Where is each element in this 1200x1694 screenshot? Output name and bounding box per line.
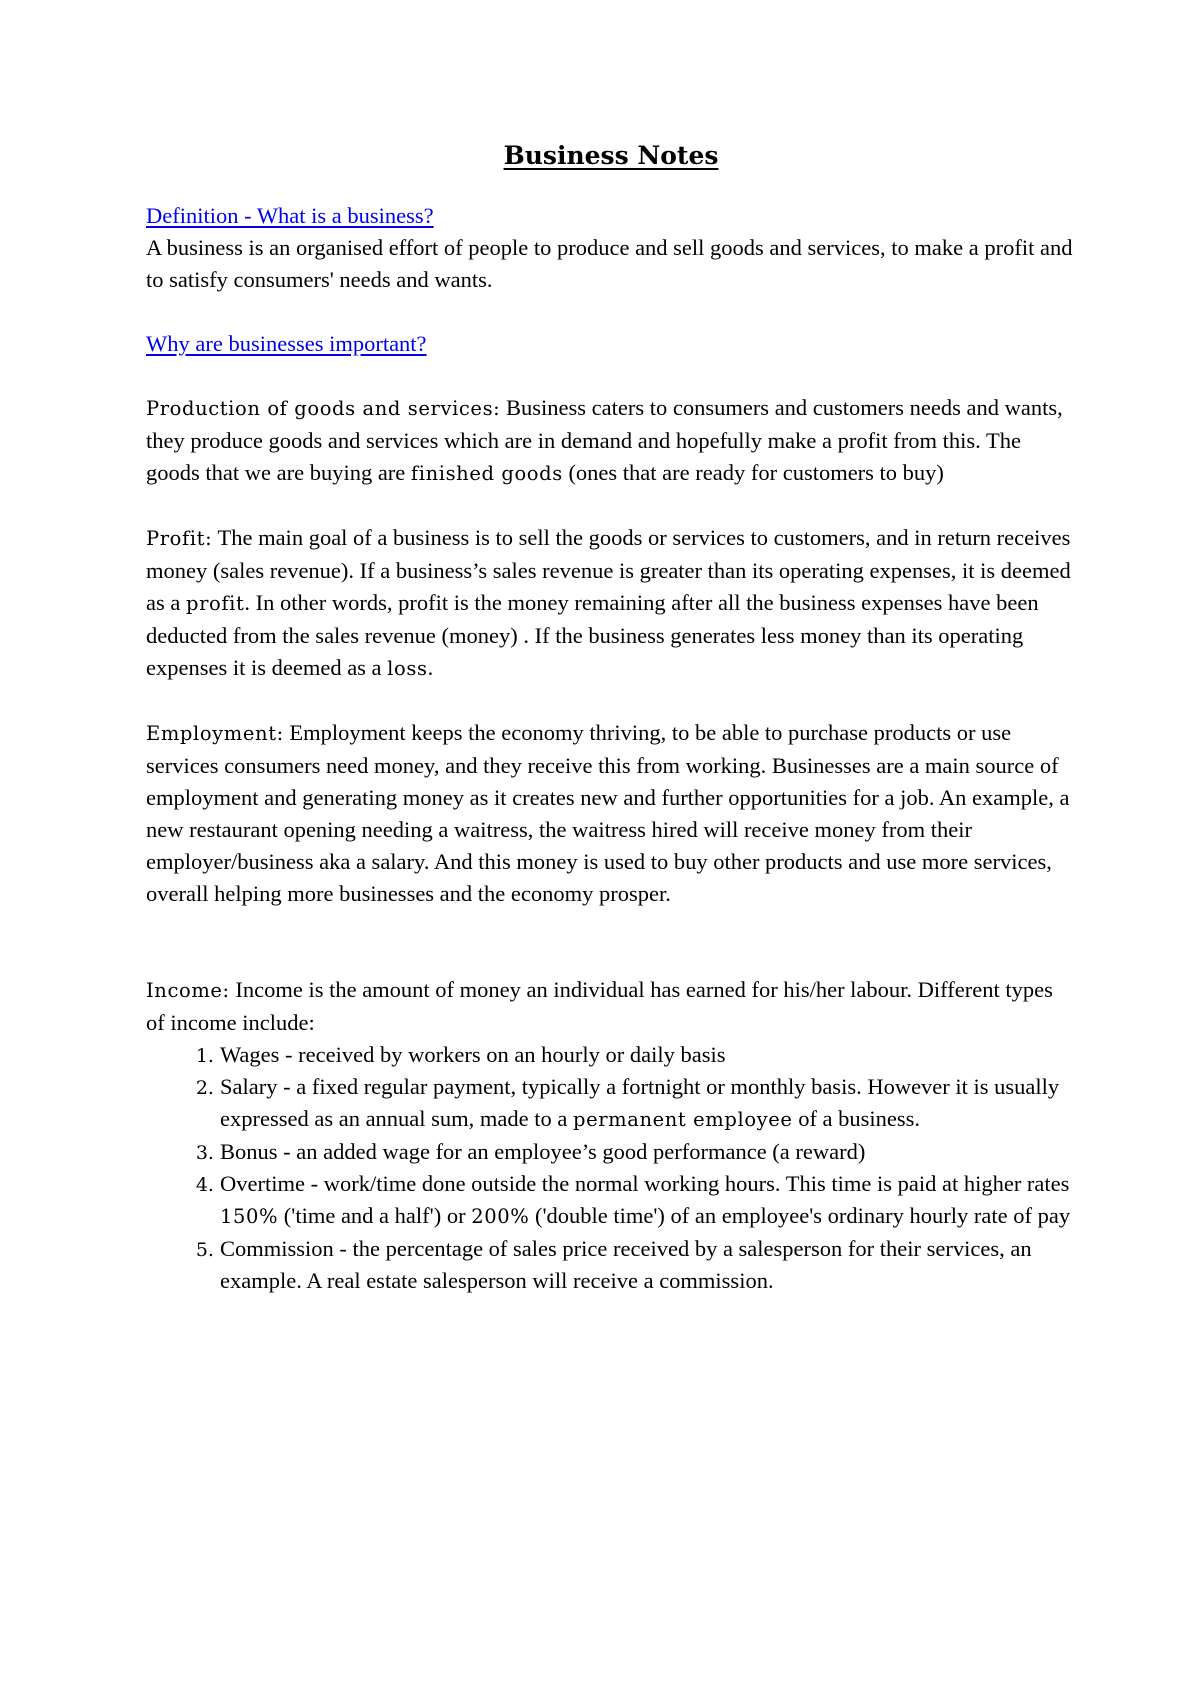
- spacer: [146, 910, 1076, 974]
- profit-text-b: . In other words, profit is the money remaining after all the business expenses have been deducted from the sales revenue (money) . If the business generates less money than its operating expenses it is deemed as a: [146, 590, 1039, 680]
- list-item-bonus: [220, 1136, 1076, 1168]
- list-item-text: Commission - the percentage of sales price received by a salesperson for their services, an example. A real estate salesperson will receive a commission.: [220, 1236, 1032, 1293]
- overtime-mid: ('time and a half') or: [278, 1203, 472, 1228]
- employment-text: Employment keeps the economy thriving, to be able to purchase products or use services consumers need money, and they receive this from working. Businesses are a main source of employment and generating money as it creates new and further opportunities for a job. An example, a new restaurant opening needing a waitress, the waitress hired will receive money from their employer/business aka a salary. And this money is used to buy other products and use more services, overall helping more businesses and the economy prosper.: [146, 720, 1070, 906]
- list-item-wages: [220, 1039, 1076, 1071]
- overtime-percent-200: 200%: [471, 1205, 530, 1228]
- definition-text: A business is an organised effort of people to produce and sell goods and services, to make a profit and to satisfy consumers' needs and wants.: [146, 235, 1073, 292]
- permanent-employee-keyword: permanent employee: [573, 1108, 793, 1131]
- loss-keyword: loss: [387, 657, 428, 680]
- page-title: Business Notes: [503, 141, 719, 170]
- spacer: [146, 360, 1076, 392]
- document-content: [146, 138, 1076, 1297]
- list-item-text: Bonus - an added wage for an employee’s good performance (a reward): [220, 1139, 866, 1164]
- definition-heading-link[interactable]: Definition - What is a business?: [146, 203, 434, 228]
- list-item-overtime: [220, 1168, 1076, 1233]
- production-paragraph: [146, 392, 1076, 490]
- profit-keyword: profit: [185, 592, 245, 615]
- production-term: Production of goods and services:: [146, 397, 501, 420]
- income-term: Income:: [146, 979, 230, 1002]
- income-paragraph: [146, 974, 1076, 1039]
- list-item-commission: [220, 1233, 1076, 1297]
- profit-term: Profit:: [146, 527, 213, 550]
- employment-term: Employment:: [146, 722, 284, 745]
- production-text-a: Business caters to consumers and customers needs and wants, they produce goods and services which are in demand and hopefully make a profit from this. The goods that we are buying are: [146, 395, 1063, 485]
- income-types-list: [146, 1039, 1076, 1297]
- profit-text-a: The main goal of a business is to sell the goods or services to customers, and in return receives money (sales revenue). If a business’s sales revenue is greater than its operating expenses, it is deemed as a: [146, 525, 1071, 615]
- profit-paragraph: [146, 522, 1076, 685]
- salary-tail: of a business.: [792, 1106, 921, 1131]
- list-item-text: Overtime - work/time done outside the normal working hours. This time is paid at higher rates: [220, 1171, 1070, 1196]
- income-text: Income is the amount of money an individual has earned for his/her labour. Different types of income include:: [146, 977, 1053, 1035]
- overtime-tail: ('double time') of an employee's ordinary hourly rate of pay: [529, 1203, 1071, 1228]
- finished-goods-keyword: finished goods: [410, 462, 563, 485]
- list-item-salary: [220, 1071, 1076, 1136]
- production-text-b: (ones that are ready for customers to buy): [562, 460, 944, 485]
- list-item-text: Salary - a fixed regular payment, typically a fortnight or monthly basis. However it is usually expressed as an annual sum, made to a: [220, 1074, 1060, 1131]
- importance-heading-link[interactable]: Why are businesses important?: [146, 331, 427, 356]
- list-item-text: Wages - received by workers on an hourly or daily basis: [220, 1042, 726, 1067]
- employment-paragraph: [146, 717, 1076, 910]
- spacer: [146, 296, 1076, 328]
- overtime-percent-150: 150%: [220, 1205, 279, 1228]
- spacer: [146, 490, 1076, 522]
- spacer: [146, 685, 1076, 717]
- profit-text-c: .: [427, 655, 434, 680]
